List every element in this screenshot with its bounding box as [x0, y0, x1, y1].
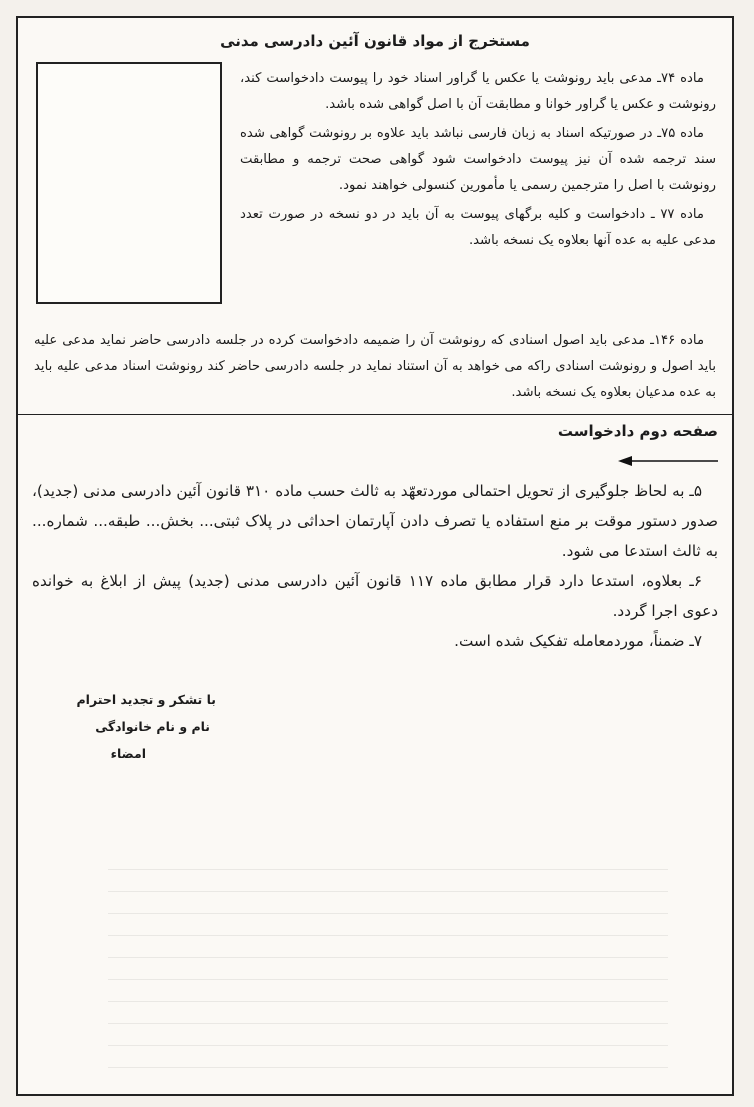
petition-page-two — [18, 414, 732, 1094]
arrow-left-icon — [618, 454, 718, 468]
name-line: نام و نام خانوادگی — [95, 719, 210, 734]
article-146: ماده ۱۴۶ـ مدعی باید اصول اسنادی که رونوشت آن را ضمیمه دادخواست کرده در جلسه دادرسی حاضر نماید مدعی علیه باید اصول و رونوشت اسنادی راکه می خواهد به آن استناد نماید در جلسه دادرسی حاضر کند رونوشت اسناد مدعی علیه باید به عده مدعیان بعلاوه یک نسخه باشد. — [34, 333, 716, 400]
request-item-5: ۵ـ به لحاظ جلوگیری از تحویل احتمالی موردتعهّد به ثالث حسب ماده ۳۱۰ قانون آئین دادرسی مدنی (جدید)، صدور دستور موقت بر منع استفاده یا تصرف دادن آپارتمان احداثی در پلاک ثبتی... بخش... طبقه... شماره... به ثالث استدعا می شود. — [32, 482, 718, 560]
request-item-7: ۷ـ ضمناً، موردمعامله تفکیک شده است. — [454, 632, 702, 650]
article-146-block — [34, 328, 716, 406]
article-74: ماده ۷۴ـ مدعی باید رونوشت یا عکس یا گراور اسناد خود را پیوست دادخواست کند، رونوشت و عکس یا گراور خوانا و مطابقت آن با اصل گواهی شده باشد. — [240, 71, 716, 112]
law-excerpt-section — [18, 18, 732, 415]
photo-box — [36, 62, 222, 304]
article-77: ماده ۷۷ ـ دادخواست و کلیه برگهای پیوست به آن باید در دو نسخه در صورت تعدد مدعی علیه به عده آنها بعلاوه یک نسخه باشد. — [240, 207, 716, 248]
sign-line: امضاء — [110, 746, 146, 761]
request-items — [32, 476, 718, 656]
request-item-6: ۶ـ بعلاوه، استدعا دارد قرار مطابق ماده ۱۱۷ قانون آئین دادرسی مدنی (جدید) پیش از ابلاغ به خوانده دعوی اجرا گردد. — [32, 572, 718, 620]
closing-line: با تشکر و تجدید احترام — [76, 692, 216, 707]
form-page — [16, 16, 734, 1096]
section-title: مستخرج از مواد قانون آئین دادرسی مدنی — [220, 32, 530, 50]
page-two-heading: صفحه دوم دادخواست — [557, 422, 718, 440]
article-75: ماده ۷۵ـ در صورتیکه اسناد به زبان فارسی نباشد باید علاوه بر رونوشت گواهی شده سند ترجمه شده آن نیز پیوست دادخواست شود گواهی صحت ترجمه و مطابقت رونوشت با اصل را مترجمین رسمی یا مأمورین کنسولی خواهند نمود. — [240, 126, 716, 193]
article-list — [240, 66, 716, 257]
signature-block — [46, 686, 216, 767]
